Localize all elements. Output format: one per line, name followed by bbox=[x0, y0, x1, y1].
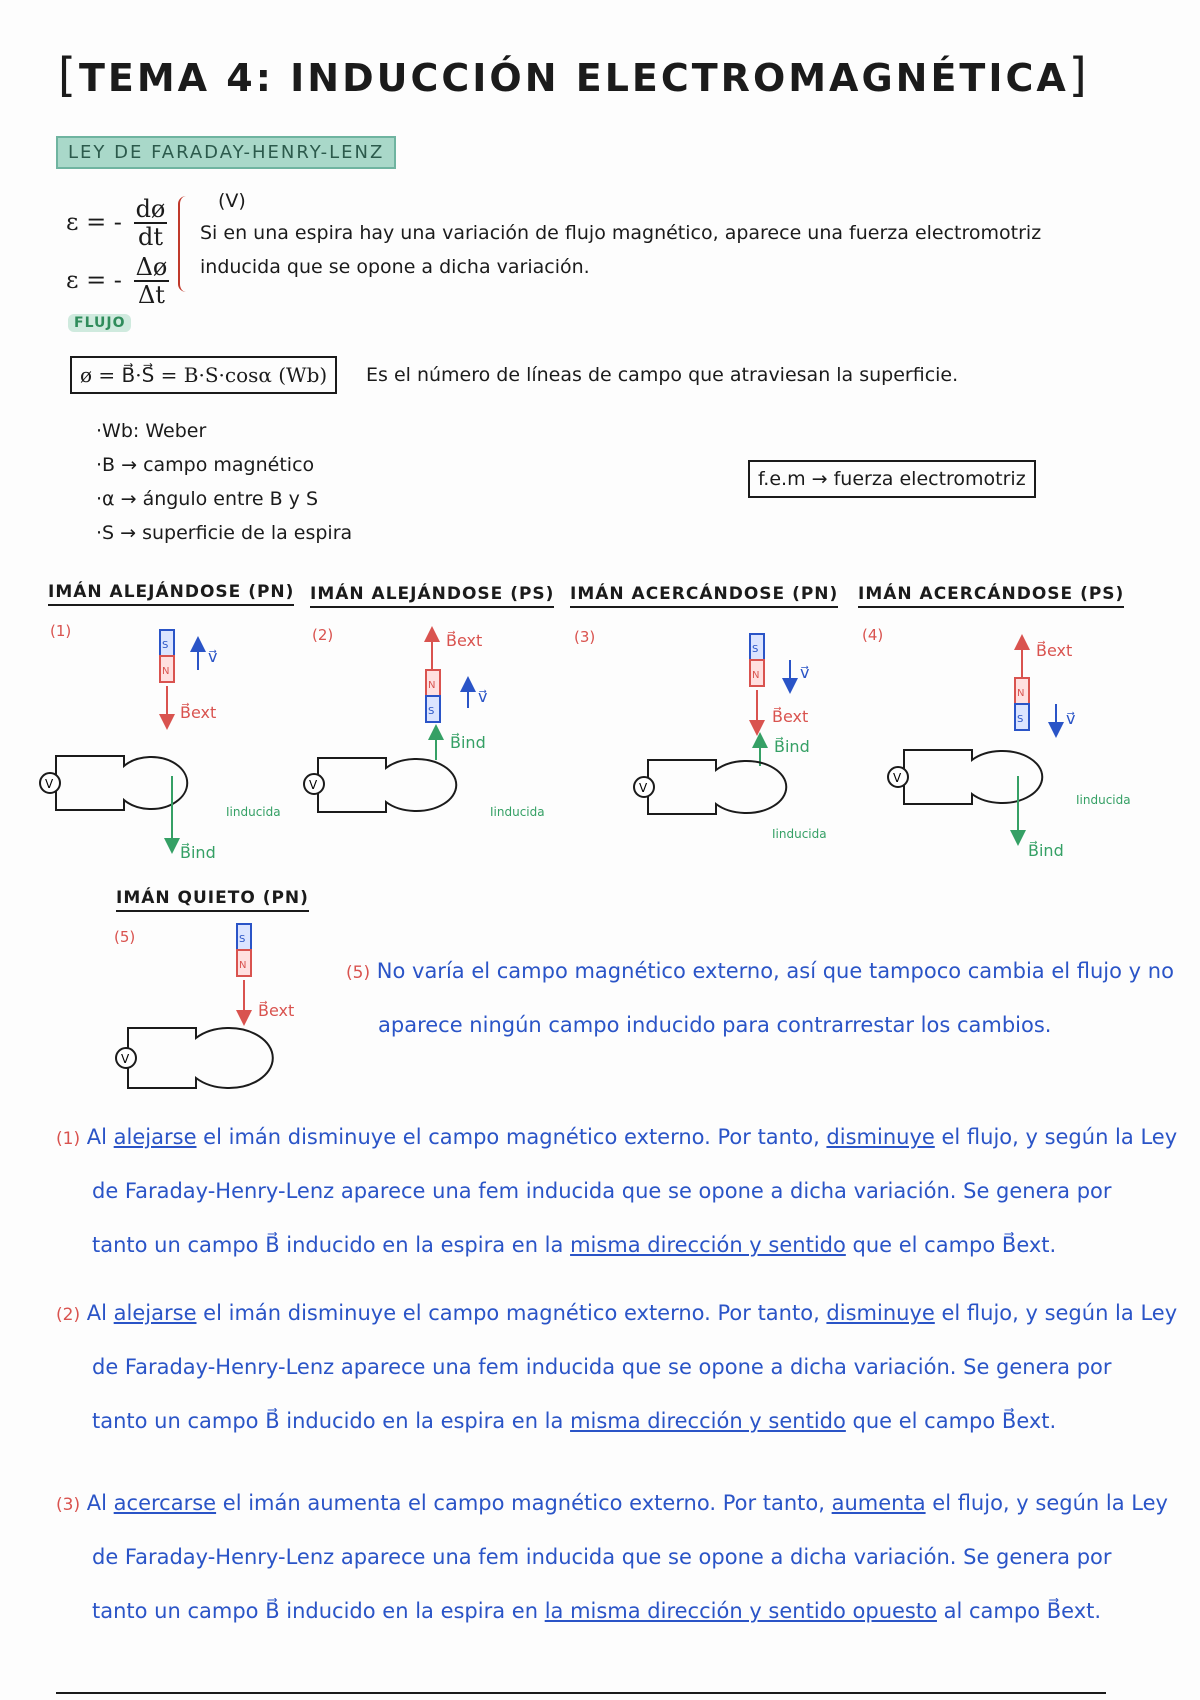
explanation-3-line2: de Faraday-Henry-Lenz aparece una fem inducida que se opone a dicha variación. Se genera por bbox=[92, 1545, 1112, 1569]
formula-emf-lhs: ε = - bbox=[66, 265, 122, 294]
formula-denominator: dt bbox=[137, 223, 163, 252]
underlined-term: misma dirección y sentido bbox=[570, 1233, 846, 1257]
underlined-term: aumenta bbox=[831, 1491, 926, 1515]
note-5-line1 bbox=[346, 944, 1174, 1001]
legend-item: ·Wb: Weber bbox=[96, 420, 207, 442]
flux-formula-box: ø = B⃗·S⃗ = B·S·cosα (Wb) bbox=[70, 356, 337, 394]
pole-label: N bbox=[752, 670, 760, 681]
explanation-number: (3) bbox=[56, 1495, 81, 1515]
title-text: TEMA 4: INDUCCIÓN ELECTROMAGNÉTICA bbox=[78, 56, 1069, 100]
coil-loop bbox=[318, 758, 456, 812]
bext-label: B⃗ext bbox=[258, 1001, 295, 1020]
formula-emf-derivative bbox=[66, 196, 167, 251]
fem-definition-box: f.e.m → fuerza electromotriz bbox=[748, 460, 1036, 498]
explanation-2-line3 bbox=[92, 1394, 1056, 1449]
title-open-bracket: [ bbox=[58, 48, 79, 102]
underlined-term: alejarse bbox=[113, 1301, 197, 1325]
explanation-3-line1 bbox=[56, 1476, 1168, 1533]
explanation-2-line2: de Faraday-Henry-Lenz aparece una fem inducida que se opone a dicha variación. Se genera por bbox=[92, 1355, 1112, 1379]
case-5-heading: IMÁN QUIETO (PN) bbox=[116, 888, 309, 912]
legend-list bbox=[96, 414, 352, 550]
formula-description-line2: inducida que se opone a dicha variación. bbox=[200, 256, 590, 278]
coil-loop bbox=[648, 760, 786, 814]
case-1-diagram bbox=[40, 630, 281, 862]
case-1-number: (1) bbox=[50, 622, 72, 640]
bext-label: B⃗ext bbox=[446, 631, 483, 650]
bext-label: B⃗ext bbox=[772, 707, 809, 726]
underlined-term: disminuye bbox=[826, 1301, 935, 1325]
pole-label: S bbox=[239, 934, 246, 945]
flux-label: FLUJO bbox=[68, 314, 131, 332]
explanation-text: tanto un campo B⃗ inducido en la espira en la bbox=[92, 1233, 571, 1257]
page-title bbox=[58, 48, 1090, 102]
explanation-text: que el campo B⃗ext. bbox=[845, 1409, 1057, 1433]
bext-label: B⃗ext bbox=[180, 703, 217, 722]
voltmeter-label: V bbox=[639, 781, 648, 795]
explanation-text: Al bbox=[86, 1125, 114, 1149]
underlined-term: misma dirección y sentido bbox=[570, 1409, 846, 1433]
iinducida-label: Iinducida bbox=[772, 827, 827, 841]
pole-label: N bbox=[428, 680, 436, 691]
underlined-term: alejarse bbox=[113, 1125, 197, 1149]
voltmeter-label: V bbox=[309, 778, 318, 792]
voltmeter-label: V bbox=[121, 1052, 130, 1066]
formula-emf-lhs: ε = - bbox=[66, 207, 122, 236]
case-1-heading: IMÁN ALEJÁNDOSE (PN) bbox=[48, 582, 294, 606]
explanation-text: el imán disminuye el campo magnético externo. Por tanto, bbox=[196, 1125, 827, 1149]
velocity-label: v⃗ bbox=[478, 687, 488, 706]
section-label: LEY DE FARADAY-HENRY-LENZ bbox=[56, 136, 396, 169]
formula-emf-increment bbox=[66, 254, 169, 309]
velocity-label: v⃗ bbox=[1066, 709, 1076, 728]
coil-loop bbox=[904, 750, 1042, 804]
formula-fraction bbox=[134, 254, 170, 309]
iinducida-label: Iinducida bbox=[490, 805, 545, 819]
bind-label: B⃗ind bbox=[1028, 841, 1064, 860]
explanation-text: al campo B⃗ext. bbox=[936, 1599, 1102, 1623]
pole-label: S bbox=[428, 706, 435, 717]
pole-label: N bbox=[239, 960, 247, 971]
case-3-diagram bbox=[634, 634, 827, 841]
explanation-3-line3 bbox=[92, 1584, 1101, 1639]
legend-item: ·S → superficie de la espira bbox=[96, 522, 353, 544]
bind-label: B⃗ind bbox=[450, 733, 486, 752]
unit-label: (V) bbox=[218, 190, 246, 212]
case-5-number: (5) bbox=[114, 928, 136, 946]
legend-item: ·B → campo magnético bbox=[96, 454, 315, 476]
pole-label: S bbox=[162, 640, 169, 651]
note-5-number: (5) bbox=[346, 963, 371, 983]
formula-brace bbox=[178, 196, 186, 292]
explanation-1-line3 bbox=[92, 1218, 1056, 1273]
bind-label: B⃗ind bbox=[774, 737, 810, 756]
formula-description-line1: Si en una espira hay una variación de flujo magnético, aparece una fuerza electromotriz bbox=[200, 222, 1042, 244]
explanation-text: el flujo, y según la Ley bbox=[934, 1125, 1178, 1149]
explanation-text: Al bbox=[86, 1491, 114, 1515]
case-3-number: (3) bbox=[574, 628, 596, 646]
pole-label: N bbox=[162, 666, 170, 677]
case-2-number: (2) bbox=[312, 626, 334, 644]
case-4-number: (4) bbox=[862, 626, 884, 644]
voltmeter-label: V bbox=[893, 771, 902, 785]
case-2-diagram bbox=[304, 630, 545, 819]
coil-loop bbox=[128, 1028, 273, 1088]
iinducida-label: Iinducida bbox=[226, 805, 281, 819]
explanation-text: el flujo, y según la Ley bbox=[925, 1491, 1168, 1515]
explanation-text: el imán aumenta el campo magnético externo. Por tanto, bbox=[216, 1491, 832, 1515]
note-5-text: No varía el campo magnético externo, así que tampoco cambia el flujo y no bbox=[376, 959, 1174, 983]
explanation-text: Al bbox=[86, 1301, 114, 1325]
case-3-heading: IMÁN ACERCÁNDOSE (PN) bbox=[570, 584, 838, 608]
underlined-term: disminuye bbox=[826, 1125, 935, 1149]
explanation-text: tanto un campo B⃗ inducido en la espira en bbox=[92, 1599, 545, 1623]
explanation-1-line2: de Faraday-Henry-Lenz aparece una fem inducida que se opone a dicha variación. Se genera por bbox=[92, 1179, 1112, 1203]
case-5-diagram bbox=[116, 924, 294, 1088]
title-close-bracket: ] bbox=[1068, 48, 1090, 102]
explanation-text: que el campo B⃗ext. bbox=[845, 1233, 1057, 1257]
case-2-heading: IMÁN ALEJÁNDOSE (PS) bbox=[310, 584, 554, 608]
bext-label: B⃗ext bbox=[1036, 641, 1073, 660]
pole-label: S bbox=[1017, 714, 1024, 725]
note-5-line2: aparece ningún campo inducido para contrarrestar los cambios. bbox=[378, 1013, 1052, 1037]
iinducida-label: Iinducida bbox=[1076, 793, 1131, 807]
pole-label: N bbox=[1017, 688, 1025, 699]
explanation-2-line1 bbox=[56, 1286, 1177, 1343]
bind-label: B⃗ind bbox=[180, 843, 216, 862]
explanation-number: (1) bbox=[56, 1129, 81, 1149]
formula-numerator: Δø bbox=[135, 253, 168, 281]
legend-item: ·α → ángulo entre B y S bbox=[96, 488, 319, 510]
formula-denominator: Δt bbox=[137, 281, 165, 310]
explanation-text: el flujo, y según la Ley bbox=[934, 1301, 1178, 1325]
velocity-label: v⃗ bbox=[800, 663, 810, 682]
underlined-term: acercarse bbox=[113, 1491, 217, 1515]
bottom-divider bbox=[56, 1692, 1106, 1694]
voltmeter-label: V bbox=[45, 777, 54, 791]
pole-label: S bbox=[752, 644, 759, 655]
flux-description: Es el número de líneas de campo que atraviesan la superficie. bbox=[366, 364, 959, 386]
coil-loop bbox=[56, 756, 187, 810]
case-4-diagram bbox=[888, 640, 1131, 860]
explanation-text: el imán disminuye el campo magnético externo. Por tanto, bbox=[196, 1301, 827, 1325]
velocity-label: v⃗ bbox=[208, 647, 218, 666]
explanation-number: (2) bbox=[56, 1305, 81, 1325]
formula-numerator: dø bbox=[135, 195, 166, 223]
formula-fraction bbox=[134, 196, 168, 251]
explanation-1-line1 bbox=[56, 1110, 1177, 1167]
case-4-heading: IMÁN ACERCÁNDOSE (PS) bbox=[858, 584, 1124, 608]
explanation-text: tanto un campo B⃗ inducido en la espira en la bbox=[92, 1409, 571, 1433]
underlined-term: la misma dirección y sentido opuesto bbox=[544, 1599, 937, 1623]
